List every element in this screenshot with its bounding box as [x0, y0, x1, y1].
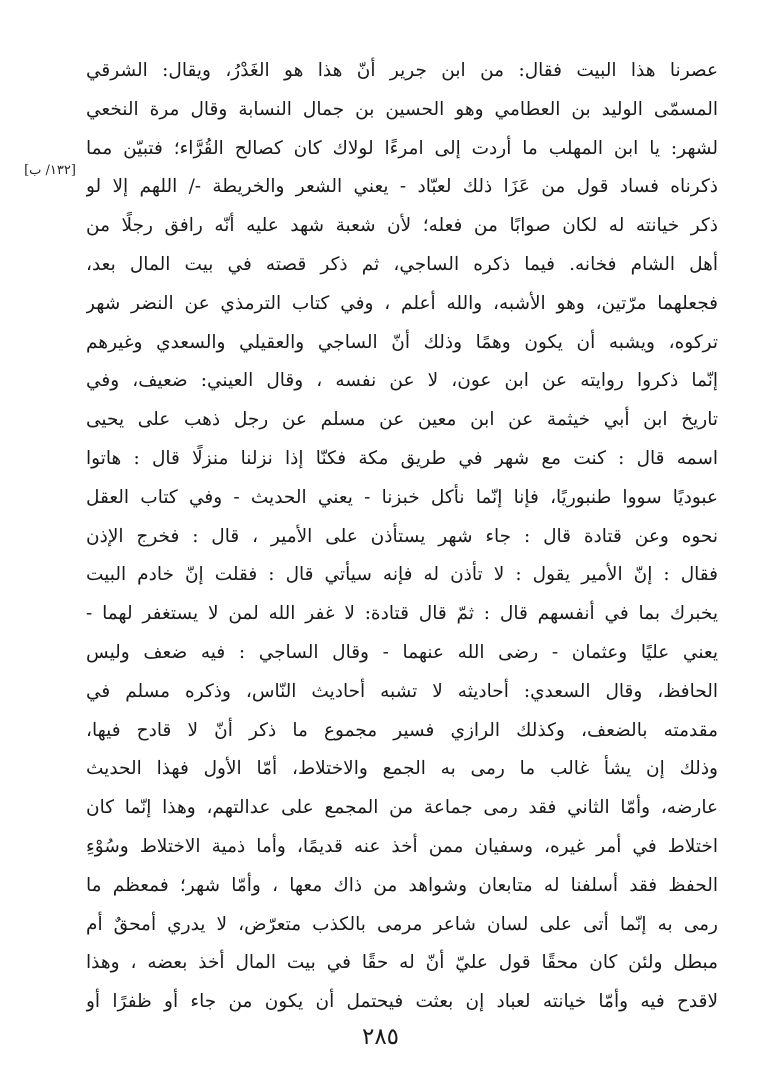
text-line: فجعلهما مرّتين، وهو الأشبه، والله أعلم ، وفي كتاب الترمذي عن النضر شهر: [86, 292, 718, 314]
page-number: ٢٨٥: [361, 1024, 400, 1050]
text-line: تاريخ ابن أبي خيثمة عن ابن معين عن مسلم عن رجل ذهب على يحيى: [86, 409, 718, 431]
text-line: يعني عليًا وعثمان - رضى الله عنهما - وقال الساجي : فيه ضعف وليس: [86, 641, 718, 663]
text-line: ذكر خيانته له لكان صوابًا من فعله؛ لأن شعبة شهد عليه أنّه رافق رجلًا من: [86, 215, 718, 237]
text-line: مقدمته بالضعف، وكذلك الرازي فسير مجموع ما ذكر أنّ لا قادح فيها،: [86, 719, 718, 741]
text-line: مبطل ولئن كان محقًا قول عليّ أنّ له حقًا في بيت المال أخذ بعضه ، وهذا: [86, 952, 718, 974]
text-line: عارضه، وأمّا الثاني فقد رمى جماعة من المجمع على عدالتهم، وهذا إنّما كان: [86, 797, 718, 819]
text-line: لشهر: يا ابن المهلب ما أردت إلى امرءًا لولاك كان كصالح القُرَّاء؛ فتبيّن مما: [86, 137, 718, 159]
text-line: تركوه، ويشبه أن يكون وهمًا وذلك أنّ الساجي والعقيلي والسعدي وغيرهم: [86, 331, 718, 353]
text-line: الحفظ فقد أسلفنا له متابعان وشواهد من ذاك معها ، وأمّا شهر؛ فمعظم ما: [86, 874, 718, 896]
text-line: اختلاط في أمر غيره، وسفيان ممن أخذ عنه قديمًا، وأما ذمية الاختلاط وسُوْءِ: [86, 835, 718, 857]
text-line: يخبرك بما في أنفسهم قال : ثمّ قال قتادة: لا غفر الله لمن لا يستغفر لهما -: [86, 603, 718, 625]
text-line: ذكرناه فساد قول من عَزَا ذلك لعبّاد - يعني الشعر والخريطة -/ اللهم إلا لو: [86, 176, 718, 198]
text-line: نحوه وعن قتادة قال : جاء شهر يستأذن على الأمير ، قال : فخرج الإذن: [86, 525, 718, 547]
text-line: المسمّى الوليد بن العطامي وهو الحسين بن جمال النسابة وقال مرة النخعي: [86, 98, 718, 120]
text-line: عبوديًا سووا طنبوريًا، فإنا إنّما نأكل خبزنا - يعني الحديث - وفي كتاب العقل: [86, 486, 718, 508]
margin-folio-reference: [١٣٢/ ب]: [24, 163, 76, 178]
text-line: لاقدح فيه وأمّا خيانته لعباد إن بعثت فيحتمل أن يكون من جاء أو ظفرًا أو: [86, 991, 718, 1013]
text-line: وذلك إن يشأ غالب ما رمى به الجمع والاختلاط، أمّا الأول فهذا الحديث: [86, 758, 718, 780]
text-line: فقال : إنّ الأمير يقول : لا تأذن له فإنه سيأتي قال : فقلت إنّ خادم البيت: [86, 564, 718, 586]
text-line: رمى به إنّما أتى على لسان شاعر مرمى بالكذب متعرّض، لا يدري أمحقٌ أم: [86, 913, 718, 935]
body-text: [86, 52, 718, 1022]
text-line: اسمه قال : كنت مع شهر في طريق مكة فكنّا إذا نزلنا منزلًا قال : هاتوا: [86, 447, 718, 469]
text-line: الحافظ، وقال السعدي: أحاديثه لا تشبه أحاديث النّاس، وذكره مسلم في: [86, 680, 718, 702]
text-line: أهل الشام فخانه. فيما ذكره الساجي، ثم ذكر قصته في بيت المال بعد،: [86, 253, 718, 275]
text-line: إنّما ذكروا روايته عن ابن عون، لا عن نفسه ، وقال العيني: ضعيف، وفي: [86, 370, 718, 392]
text-line: عصرنا هذا البيت فقال: من ابن جرير أنّ هذا هو الغَدْرُ، ويقال: الشرقي: [86, 60, 718, 81]
